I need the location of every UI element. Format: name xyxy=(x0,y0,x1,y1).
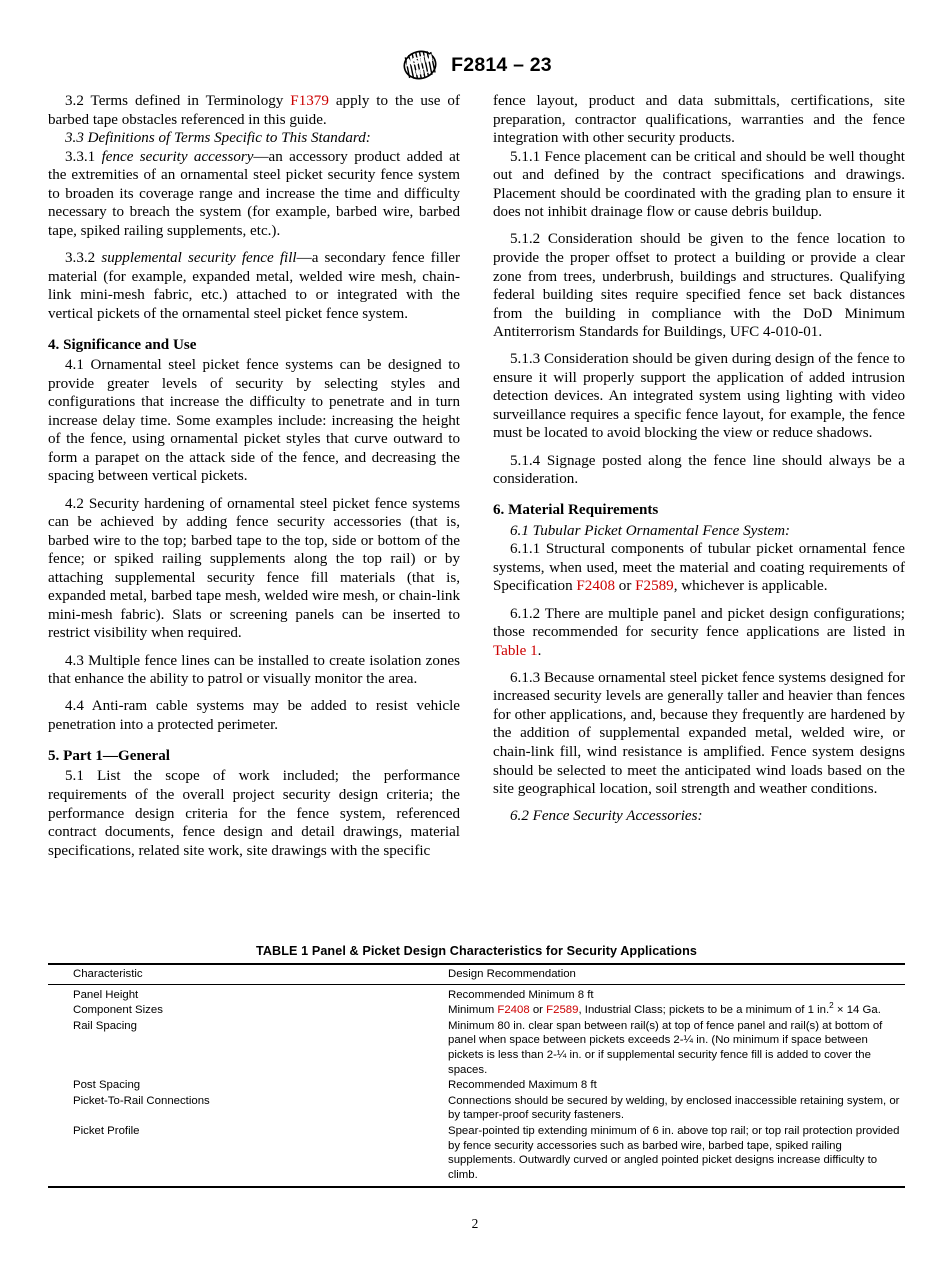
two-column-body xyxy=(48,92,905,860)
table-header-row xyxy=(48,964,905,985)
heading-section-6: 6. Material Requirements xyxy=(493,502,659,519)
cell-text-post: , Industrial Class; pickets to be a minimum of 1 in. xyxy=(578,1004,830,1017)
table-1-title: TABLE 1 Panel & Picket Design Characteristics for Security Applications xyxy=(255,944,697,958)
table-1 xyxy=(48,963,905,1183)
cell-characteristic: Component Sizes xyxy=(73,1004,163,1017)
cell-recommendation: Recommended Minimum 8 ft xyxy=(448,988,594,1001)
paragraph-5-1-1: 5.1.1 Fence placement can be critical and should be well thought out and defined by the contract specifications and drawings. Placement should be coordinated with the grading plan to ensure it does not inhibit drainage flow or cause debris buildup. xyxy=(493,148,905,221)
left-column xyxy=(48,92,460,860)
paragraph-3-3-1-body: —an accessory product added at the extremities of an ornamental steel picket security fence system to broaden its coverage range and increase the time and difficulty necessary to breach the system (for example, barbed wire, barbed tape, spiked railing supplements, etc.). xyxy=(48,148,460,239)
term-fence-security-accessory: fence security accessory xyxy=(101,148,254,165)
paragraph-6-1-3: 6.1.3 Because ornamental steel picket fence systems designed for increased security levels are generally taller and heavier than fences for other applications, and, because they frequently are hardened by the addition of supplemental expanded metal, welded wire, or chain-link fill, wind resistance is amplified. Fence system designs should be selected to meet the anticipated wind loads based on the site geographical location, soil strength and weather conditions. xyxy=(493,669,905,798)
table-bottom-rule xyxy=(48,1186,905,1188)
paragraph-3-3-2-body: —a secondary fence filler material (for example, expanded metal, welded wire mesh, chain-link mini-mesh fabric, etc.) attached to or integrated with the vertical pickets of the ornamental steel picket fence system. xyxy=(48,249,460,322)
paragraph-6-2: 6.2 Fence Security Accessories: xyxy=(510,808,703,825)
paragraph-3-3: 3.3 Definitions of Terms Specific to This Standard: xyxy=(65,130,371,147)
table-row xyxy=(48,1003,905,1019)
svg-text:ASTM: ASTM xyxy=(404,52,434,70)
paragraph-6-1: 6.1 Tubular Picket Ornamental Fence System: xyxy=(510,522,791,539)
paragraph-4-1: 4.1 Ornamental steel picket fence systems can be designed to provide greater levels of security by selecting styles and configurations that increase the difficulty to penetrate and in turn increase delay time. Some examples include: increasing the height of the fence, using ornamental picket styles that curve outward to form a parapet on the attack side of the fence, and decreasing the spacing between vertical pickets. xyxy=(48,357,460,485)
cell-characteristic: Rail Spacing xyxy=(73,1019,137,1032)
paragraph-3-2 xyxy=(48,92,460,129)
paragraph-5-1-2: 5.1.2 Consideration should be given to the fence location to provide the proper offset to protect a building or provide a clear zone from trees, underbrush, buildings and structures. Qualifying federal building sites require specified fence set back distances from the building in compliance with the DoD Minimum Antiterrorism Standards for Buildings, UFC 4-010-01. xyxy=(493,231,905,341)
cell-recommendation: Recommended Maximum 8 ft xyxy=(448,1079,597,1092)
paragraph-3-3-2-number: 3.3.2 xyxy=(65,249,102,266)
paragraph-3-3-1-number: 3.3.1 xyxy=(65,148,102,165)
column-header-design-recommendation: Design Recommendation xyxy=(448,964,905,985)
paragraph-4-2: 4.2 Security hardening of ornamental steel picket fence systems can be achieved by adding fence security accessories (that is, barbed wire to the top; barbed tape to the top, side or bottom of the fence; or spiked railing supplements along the top rail) or by attaching supplemental security fence fill materials (that is, expanded metal, barbed tape mesh, welded wire mesh, or chain-link mini-mesh fabric). Slats or screening panels can be inserted to restrict visibility when required. xyxy=(48,495,460,642)
paragraph-4-3: 4.3 Multiple fence lines can be installed to create isolation zones that enhance the ability to patrol or visually monitor the area. xyxy=(48,652,460,688)
table-row xyxy=(48,985,905,1003)
heading-section-4: 4. Significance and Use xyxy=(48,336,197,353)
svg-text:INTL: INTL xyxy=(413,67,430,78)
paragraph-5-1-4: 5.1.4 Signage posted along the fence line should always be a consideration. xyxy=(493,452,905,488)
cell-characteristic: Post Spacing xyxy=(73,1079,141,1092)
page-number: 2 xyxy=(471,1216,479,1231)
page-header xyxy=(0,48,950,82)
heading-section-5: 5. Part 1—General xyxy=(48,747,170,764)
cell-text-tail: × 14 Ga. xyxy=(833,1004,881,1017)
standard-designation: F2814 – 23 xyxy=(451,53,552,76)
term-supplemental-security-fence-fill: supplemental security fence fill xyxy=(101,249,297,266)
cell-characteristic: Panel Height xyxy=(73,988,139,1001)
paragraph-6-1-2 xyxy=(493,605,905,661)
paragraph-6-1-1-mid: or xyxy=(615,578,636,595)
paragraph-6-1-2-pre: 6.1.2 There are multiple panel and picket design configurations; those recommended for security fence applications are listed in xyxy=(493,605,905,641)
paragraph-3-2-post: apply to the use of barbed tape obstacles referenced in this guide. xyxy=(48,93,461,128)
table-row xyxy=(48,1093,905,1123)
cell-recommendation: Connections should be secured by welding, by enclosed inaccessible retaining system, or by tamper-proof security fasteners. xyxy=(448,1094,900,1122)
link-f2589[interactable]: F2589 xyxy=(546,1004,579,1017)
paragraph-5-1-3: 5.1.3 Consideration should be given during design of the fence to ensure it will properly support the application of added intrusion detection devices. An integrated system using lighting with video surveillance requires a specific fence layout, for example, the fence must be located to avoid blocking the view or reduce shadows. xyxy=(493,351,905,442)
cell-text-pre: Minimum xyxy=(448,1004,498,1017)
paragraph-6-1-1-pre: 6.1.1 Structural components of tubular picket ornamental fence systems, when used, meet the material and coating requirements of Specification xyxy=(493,541,905,595)
paragraph-3-2-pre: 3.2 Terms defined in Terminology xyxy=(65,93,291,109)
link-f2408[interactable]: F2408 xyxy=(497,1004,530,1017)
cell-recommendation: Spear-pointed tip extending minimum of 6 in. above top rail; or top rail protection provided by fence security accessories such as barbed wire, barbed tape, spiked railing supplements. Outwardly curved or angled pointed picket designs increase difficulty to climb. xyxy=(448,1124,900,1181)
link-f2408[interactable]: F2408 xyxy=(576,578,615,595)
cell-text-mid: or xyxy=(529,1004,547,1017)
cell-characteristic: Picket-To-Rail Connections xyxy=(73,1094,210,1107)
page-footer xyxy=(0,1216,950,1232)
cell-characteristic: Picket Profile xyxy=(73,1124,140,1137)
right-column xyxy=(493,92,905,860)
paragraph-4-4: 4.4 Anti-ram cable systems may be added to resist vehicle penetration into a protected perimeter. xyxy=(48,698,460,733)
paragraph-6-1-2-post: . xyxy=(537,642,542,659)
superscript-square: 2 xyxy=(829,1001,834,1011)
cell-recommendation xyxy=(448,1003,905,1019)
link-f2589[interactable]: F2589 xyxy=(635,578,674,595)
table-row xyxy=(48,1018,905,1077)
astm-logo-icon xyxy=(398,50,442,80)
link-f1379[interactable]: F1379 xyxy=(290,93,329,109)
column-header-characteristic: Characteristic xyxy=(48,964,448,985)
paragraph-6-1-1 xyxy=(493,540,905,596)
link-table-1[interactable]: Table 1 xyxy=(493,642,538,659)
table-row xyxy=(48,1078,905,1094)
table-row xyxy=(48,1123,905,1182)
cell-recommendation: Minimum 80 in. clear span between rail(s) at top of fence panel and rail(s) at bottom of panel when space between pickets exceeds 2-¼ in. (No minimum if space between pickets is less than 2-¼ in. or if supplemental security fence fill is added to cover the spaces. xyxy=(448,1019,883,1076)
paragraph-5-1-continued: fence layout, product and data submittals, certifications, site preparation, contractor qualifications, warranties and the fence integration with other security products. xyxy=(493,93,905,147)
table-1-container xyxy=(48,944,905,1188)
paragraph-3-3-2 xyxy=(48,249,460,323)
paragraph-5-1: 5.1 List the scope of work included; the performance requirements of the overall project security design criteria; the performance design criteria for the fence system, referenced contract documents, fence design and detail drawings, material specifications, related site work, site drawings with the specific xyxy=(48,768,460,859)
paragraph-3-3-1 xyxy=(48,148,460,241)
paragraph-6-1-1-post: , whichever is applicable. xyxy=(673,578,828,595)
